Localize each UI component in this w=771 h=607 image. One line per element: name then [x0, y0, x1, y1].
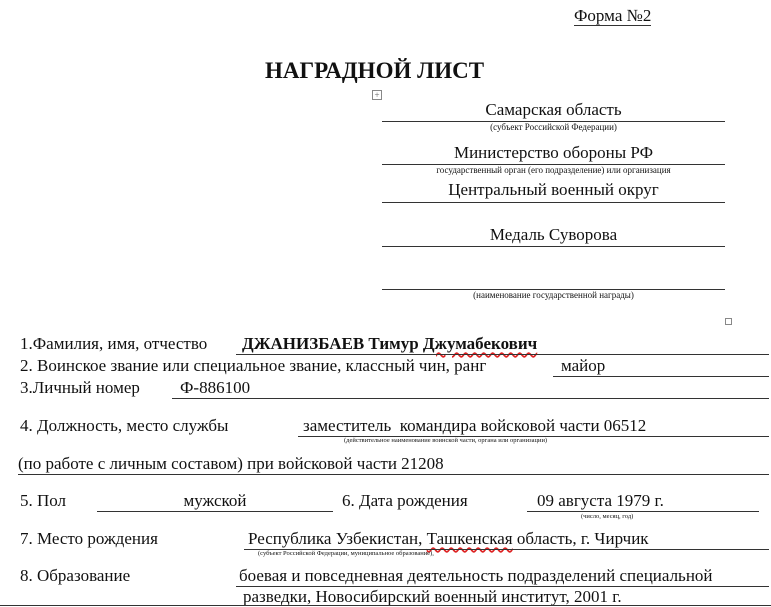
education-line-1: боевая и повседневная деятельность подразделений специальной	[239, 566, 713, 585]
birth-date-label: 6. Дата рождения	[342, 491, 468, 510]
table-resize-handle-icon[interactable]	[725, 318, 732, 325]
table-move-handle-icon[interactable]: +	[372, 90, 382, 100]
sex-label: 5. Пол	[20, 491, 67, 510]
agency-value: Министерство обороны РФ	[453, 143, 654, 162]
subject-value: Самарская область	[485, 100, 622, 119]
award-caption: (наименование государственной награды)	[473, 290, 634, 300]
name-patronymic: Джумабекович	[422, 334, 538, 353]
birth-place-part1: Республика Узбекистан,	[248, 529, 427, 548]
rank-underline	[553, 376, 769, 377]
position-continuation: (по работе с личным составом) при войсковой части 21208	[18, 454, 444, 473]
birth-place-region: Ташкенская	[426, 529, 513, 548]
document-title: НАГРАДНОЙ ЛИСТ	[265, 58, 485, 83]
sex-value: мужской	[183, 491, 247, 510]
birth-date-underline	[527, 511, 759, 512]
agency-caption: государственный орган (его подразделение) или организация	[436, 165, 671, 175]
position-continuation-underline	[18, 474, 769, 475]
rank-value: майор	[561, 356, 606, 375]
name-underline	[236, 354, 769, 355]
education-underline-2	[0, 605, 771, 606]
education-label: 8. Образование	[20, 566, 131, 585]
district-underline	[382, 202, 725, 203]
birth-date-value: 09 августа 1979 г.	[537, 491, 664, 510]
birth-place-part2: область, г. Чирчик	[512, 529, 649, 548]
sex-underline	[97, 511, 333, 512]
award-underline	[382, 246, 725, 247]
personal-number-label: 3.Личный номер	[20, 378, 140, 397]
birth-place-caption: (субъект Российской Федерации, муниципальное образование),	[258, 550, 434, 557]
name-value	[242, 334, 537, 354]
position-label: 4. Должность, место службы	[20, 416, 229, 435]
education-line-2: разведки, Новосибирский военный институт, 2001 г.	[243, 587, 622, 606]
personal-number-underline	[172, 398, 769, 399]
birth-date-caption: (число, месяц, год)	[581, 513, 634, 520]
personal-number-value: Ф-886100	[180, 378, 251, 397]
birth-place-value	[248, 529, 649, 549]
birth-place-label: 7. Место рождения	[20, 529, 158, 548]
position-caption: (действительное наименование воинской части, органа или организации)	[344, 437, 548, 444]
award-value: Медаль Суворова	[489, 225, 618, 244]
subject-caption: (субъект Российской Федерации)	[490, 122, 617, 132]
name-label: 1.Фамилия, имя, отчество	[20, 334, 208, 353]
rank-label: 2. Воинское звание или специальное звание, классный чин, ранг	[20, 356, 487, 375]
position-value: заместитель командира войсковой части 06512	[303, 416, 647, 435]
form-number: Форма №2	[574, 6, 652, 25]
district-value: Центральный военный округ	[448, 180, 659, 199]
name-surname: ДЖАНИЗБАЕВ Тимур	[242, 334, 419, 353]
